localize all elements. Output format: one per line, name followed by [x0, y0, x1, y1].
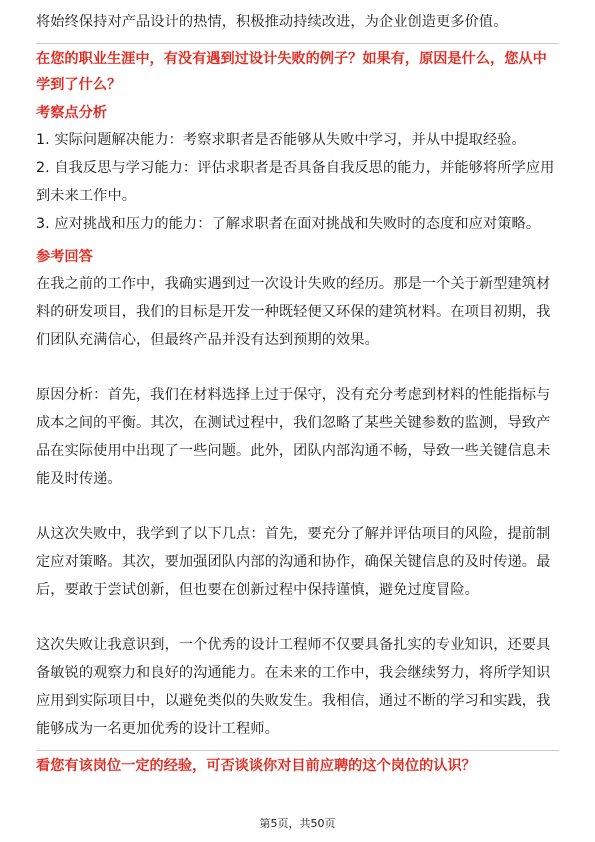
paragraph-gap	[36, 493, 559, 520]
analysis-item-3: 3. 应对挑战和压力的能力：了解求职者在面对挑战和失败时的态度和应对策略。	[36, 216, 541, 232]
paragraph-gap	[36, 354, 559, 381]
analysis-item-1: 1. 实际问题解决能力：考察求职者是否能够从失败中学习，并从中提取经验。	[36, 132, 526, 148]
answer-paragraph-4: 这次失败让我意识到，一个优秀的设计工程师不仅要具备扎实的专业知识，还要具备敏锐的观察力和良好的沟通能力。在未来的工作中，我会继续努力，将所学知识应用到实际项目中，以避免类似的失败发生。我相信，通过不断的学习和实践，我能够成为一名更加优秀的设计工程师。	[36, 637, 551, 737]
paragraph-gap	[36, 604, 559, 631]
analysis-item-2: 2. 自我反思与学习能力：评估求职者是否具备自我反思的能力，并能够将所学应用到未来工作中。	[36, 160, 555, 204]
document-page	[36, 0, 559, 779]
question-2: 看您有该岗位一定的经验，可否谈谈你对目前应聘的这个岗位的认识？	[36, 758, 476, 774]
answer-paragraph-2: 原因分析：首先，我们在材料选择上过于保守，没有充分考虑到材料的性能指标与成本之间的平衡。其次，在测试过程中，我们忽略了某些关键参数的监测，导致产品在实际使用中出现了一些问题。此外，团队内部沟通不畅，导致一些关键信息未能及时传递。	[36, 387, 551, 487]
answer-paragraph-3: 从这次失败中，我学到了以下几点：首先，要充分了解并评估项目的风险，提前制定应对策略。其次，要加强团队内部的沟通和协作，确保关键信息的及时传递。最后，要敢于尝试创新，但也要在创新过程中保持谨慎，避免过度冒险。	[36, 526, 551, 598]
section-divider	[36, 43, 559, 44]
intro-tail-text: 将始终保持对产品设计的热情，积极推动持续改进，为企业创造更多价值。	[36, 14, 508, 30]
section-divider	[36, 750, 559, 751]
question-1: 在您的职业生涯中，有没有遇到过设计失败的例子？如果有，原因是什么，您从中学到了什么？	[36, 51, 547, 93]
analysis-heading: 考察点分析	[36, 105, 107, 121]
answer-paragraph-1: 在我之前的工作中，我确实遇到过一次设计失败的经历。那是一个关于新型建筑材料的研发项目，我们的目标是开发一种既轻便又环保的建筑材料。在项目初期，我们团队充满信心，但最终产品并没有达到预期的效果。	[36, 276, 551, 348]
page-number-footer: 第5页，共50页	[259, 817, 336, 830]
answer-heading: 参考回答	[36, 249, 93, 265]
